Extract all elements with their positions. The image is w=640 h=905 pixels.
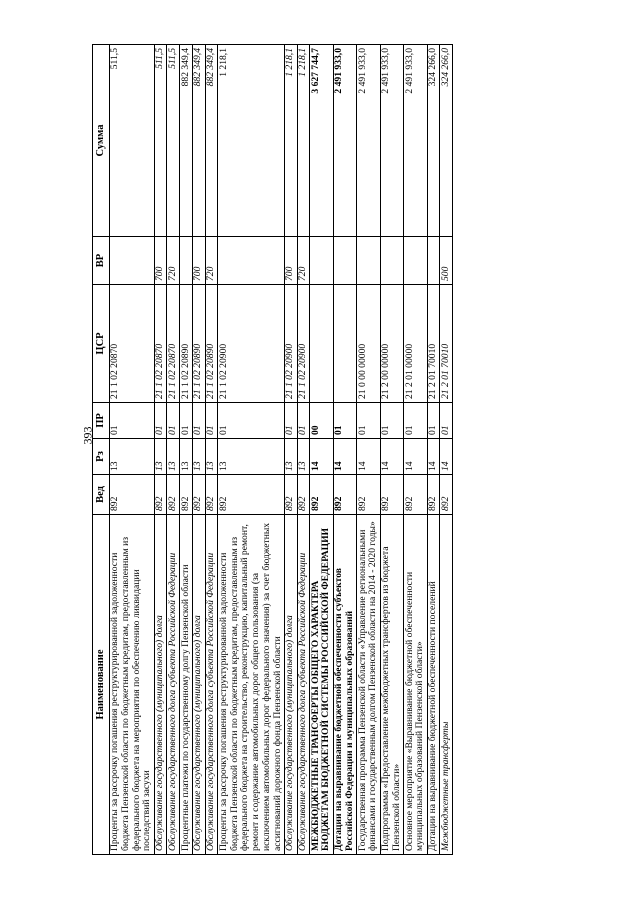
cell-name: Государственная программа Пензенской области «Управление региональными финансами и государственным долгом Пензенской области на 2014 - 2020 годы»	[357, 515, 380, 855]
cell-sum: 324 266,0	[440, 45, 453, 237]
cell-pr: 01	[284, 403, 297, 439]
cell-rz: 13	[218, 439, 284, 475]
table-row	[109, 45, 154, 855]
cell-name: Обслуживание государственного долга субъекта Российской Федерации	[297, 515, 310, 855]
cell-sum: 3 627 744,7	[310, 45, 333, 237]
cell-name: Обслуживание государственного (муниципального) долга	[192, 515, 205, 855]
cell-name: Дотации на выравнивание бюджетной обеспеченности субъектов Российской Федерации и муниципальных образований	[333, 515, 356, 855]
table-row	[284, 45, 297, 855]
cell-vr	[404, 237, 427, 285]
table-row	[380, 45, 403, 855]
cell-sum: 882 349,4	[205, 45, 218, 237]
rotated-table-container	[92, 45, 562, 855]
cell-ved: 892	[310, 475, 333, 515]
table-row	[357, 45, 380, 855]
cell-rz: 14	[440, 439, 453, 475]
cell-sum: 2 491 933,0	[357, 45, 380, 237]
cell-ved: 892	[333, 475, 356, 515]
cell-vr: 700	[154, 237, 167, 285]
cell-rz: 13	[167, 439, 180, 475]
cell-rz: 14	[357, 439, 380, 475]
cell-ved: 892	[380, 475, 403, 515]
cell-name: Обслуживание государственного (муниципального) долга	[154, 515, 167, 855]
cell-ved: 892	[154, 475, 167, 515]
cell-ved: 892	[180, 475, 193, 515]
cell-ved: 892	[297, 475, 310, 515]
table-row	[310, 45, 333, 855]
cell-ved: 892	[440, 475, 453, 515]
cell-csr: 21 2 01 00000	[404, 285, 427, 403]
cell-vr	[180, 237, 193, 285]
cell-csr: 21 1 02 20900	[297, 285, 310, 403]
header-rz: Рз	[93, 439, 110, 475]
cell-pr: 01	[404, 403, 427, 439]
cell-rz: 13	[192, 439, 205, 475]
cell-name: Подпрограмма «Предоставление межбюджетных трансфертов из бюджета Пензенской области»	[380, 515, 403, 855]
cell-csr: 21 2 01 70010	[440, 285, 453, 403]
table-body	[109, 45, 452, 855]
cell-ved: 892	[357, 475, 380, 515]
table-row	[297, 45, 310, 855]
header-sum: Сумма	[93, 45, 110, 237]
cell-sum: 511,5	[167, 45, 180, 237]
cell-pr: 01	[180, 403, 193, 439]
cell-name: МЕЖБЮДЖЕТНЫЕ ТРАНСФЕРТЫ ОБЩЕГО ХАРАКТЕРА БЮДЖЕТАМ БЮДЖЕТНОЙ СИСТЕМЫ РОССИЙСКОЙ ФЕДЕРАЦИИ	[310, 515, 333, 855]
cell-sum: 1 218,1	[284, 45, 297, 237]
table-row	[440, 45, 453, 855]
page-number: 393	[80, 426, 95, 445]
cell-sum: 511,5	[154, 45, 167, 237]
cell-csr: 21 1 02 20870	[109, 285, 154, 403]
cell-vr: 500	[440, 237, 453, 285]
table-row	[205, 45, 218, 855]
cell-ved: 892	[404, 475, 427, 515]
cell-rz: 14	[380, 439, 403, 475]
cell-pr: 01	[154, 403, 167, 439]
cell-pr: 01	[218, 403, 284, 439]
cell-vr: 700	[284, 237, 297, 285]
cell-rz: 14	[333, 439, 356, 475]
table-row	[333, 45, 356, 855]
cell-sum: 882 349,4	[180, 45, 193, 237]
cell-ved: 892	[427, 475, 440, 515]
table-header	[93, 45, 110, 855]
cell-csr: 21 1 02 20900	[218, 285, 284, 403]
table-row	[167, 45, 180, 855]
cell-rz: 14	[404, 439, 427, 475]
table-row	[427, 45, 440, 855]
cell-vr	[380, 237, 403, 285]
cell-ved: 892	[218, 475, 284, 515]
cell-pr: 01	[297, 403, 310, 439]
cell-pr: 01	[427, 403, 440, 439]
header-pr: ПР	[93, 403, 110, 439]
cell-csr: 21 2 00 00000	[380, 285, 403, 403]
cell-csr	[310, 285, 333, 403]
cell-rz: 13	[154, 439, 167, 475]
cell-sum: 1 218,1	[218, 45, 284, 237]
cell-pr: 01	[205, 403, 218, 439]
cell-csr: 21 1 02 20890	[205, 285, 218, 403]
cell-sum: 1 218,1	[297, 45, 310, 237]
cell-name: Обслуживание государственного долга субъекта Российской Федерации	[167, 515, 180, 855]
cell-pr: 01	[380, 403, 403, 439]
cell-pr: 01	[109, 403, 154, 439]
cell-vr	[310, 237, 333, 285]
cell-pr: 01	[192, 403, 205, 439]
cell-csr: 21 1 02 20890	[180, 285, 193, 403]
cell-vr	[109, 237, 154, 285]
cell-name: Основное мероприятие «Выравнивание бюджетной обеспеченности муниципальных образований Пензенской области»	[404, 515, 427, 855]
cell-sum: 882 349,4	[192, 45, 205, 237]
cell-rz: 13	[109, 439, 154, 475]
cell-csr: 21 1 02 20890	[192, 285, 205, 403]
cell-name: Проценты за рассрочку погашения реструктурированной задолженности бюджета Пензенской области по бюджетным кредитам, предоставленным из федерального бюджета на мероприятия по обеспечению ликвидации последствий засухи	[109, 515, 154, 855]
cell-name: Проценты за рассрочку погашения реструктурированной задолженности бюджета Пензенской области по бюджетным кредитам, предоставленным из федерального бюджета на строительство, реконструкцию, капитальный ремонт, ремонт и содержание автомобильных дорог общего пользования (за исключением автомобильных дорог федерального значения) за счет бюджетных ассигнований дорожного фонда Пензенской области	[218, 515, 284, 855]
cell-vr: 720	[167, 237, 180, 285]
cell-vr	[218, 237, 284, 285]
header-ved: Вед	[93, 475, 110, 515]
cell-vr: 720	[205, 237, 218, 285]
cell-csr: 21 1 02 20870	[154, 285, 167, 403]
cell-name: Обслуживание государственного (муниципального) долга	[284, 515, 297, 855]
cell-pr: 01	[333, 403, 356, 439]
cell-sum: 2 491 933,0	[404, 45, 427, 237]
table-row	[218, 45, 284, 855]
cell-rz: 14	[427, 439, 440, 475]
cell-csr: 21 2 01 70010	[427, 285, 440, 403]
budget-table	[92, 44, 453, 855]
cell-vr	[357, 237, 380, 285]
table-row	[180, 45, 193, 855]
cell-name: Обслуживание государственного долга субъекта Российской Федерации	[205, 515, 218, 855]
cell-vr: 720	[297, 237, 310, 285]
cell-rz: 13	[180, 439, 193, 475]
cell-csr: 21 1 02 20900	[284, 285, 297, 403]
cell-vr: 700	[192, 237, 205, 285]
cell-vr	[427, 237, 440, 285]
cell-pr: 01	[440, 403, 453, 439]
cell-ved: 892	[284, 475, 297, 515]
cell-rz: 14	[310, 439, 333, 475]
cell-pr: 01	[167, 403, 180, 439]
cell-rz: 13	[205, 439, 218, 475]
cell-pr: 00	[310, 403, 333, 439]
cell-rz: 13	[297, 439, 310, 475]
header-name: Наименование	[93, 515, 110, 855]
cell-pr: 01	[357, 403, 380, 439]
cell-name: Процентные платежи по государственному долгу Пензенской области	[180, 515, 193, 855]
cell-sum: 2 491 933,0	[333, 45, 356, 237]
cell-csr: 21 1 02 20870	[167, 285, 180, 403]
cell-csr	[333, 285, 356, 403]
header-row	[93, 45, 110, 855]
header-csr: ЦСР	[93, 285, 110, 403]
cell-ved: 892	[192, 475, 205, 515]
cell-name: Дотации на выравнивание бюджетной обеспеченности поселений	[427, 515, 440, 855]
cell-vr	[333, 237, 356, 285]
cell-ved: 892	[109, 475, 154, 515]
cell-name: Межбюджетные трансферты	[440, 515, 453, 855]
cell-sum: 324 266,0	[427, 45, 440, 237]
cell-ved: 892	[205, 475, 218, 515]
table-row	[192, 45, 205, 855]
cell-sum: 2 491 933,0	[380, 45, 403, 237]
cell-ved: 892	[167, 475, 180, 515]
cell-sum: 511,5	[109, 45, 154, 237]
table-row	[404, 45, 427, 855]
cell-csr: 21 0 00 00000	[357, 285, 380, 403]
table-row	[154, 45, 167, 855]
header-vr: ВР	[93, 237, 110, 285]
cell-rz: 13	[284, 439, 297, 475]
